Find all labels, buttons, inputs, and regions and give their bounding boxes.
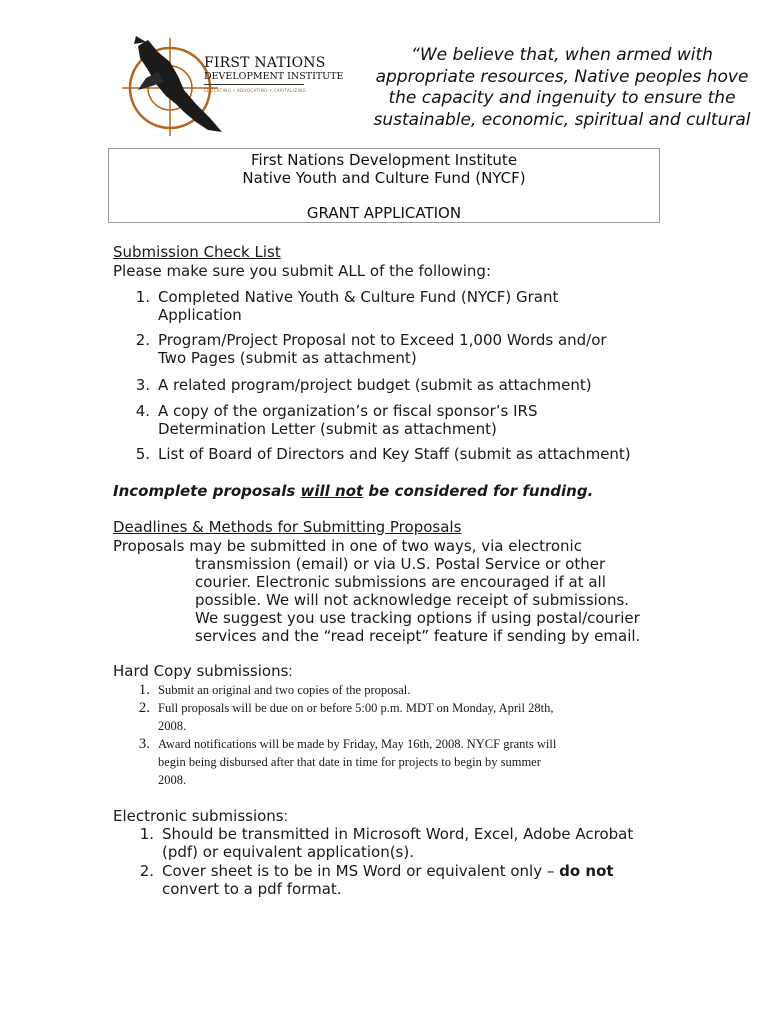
list-item-text: [162, 862, 614, 880]
list-item-text: Award notifications will be made by Friday, May 16th, 2008. NYCF grants will: [158, 737, 557, 751]
list-item-text: Should be transmitted in Microsoft Word, Excel, Adobe Acrobat: [162, 825, 634, 843]
title-box: [108, 148, 660, 223]
list-item-text: A copy of the organization’s or fiscal sponsor’s IRS: [158, 402, 538, 420]
list-number: 1.: [139, 825, 154, 843]
deadlines-text: We suggest you use tracking options if using postal/courier: [195, 609, 640, 627]
list-item-text: 2008.: [158, 719, 187, 733]
checklist-heading: Submission Check List: [113, 243, 281, 261]
list-item-text: List of Board of Directors and Key Staff (submit as attachment): [158, 445, 631, 463]
logo-title: FIRST NATIONS: [204, 55, 326, 71]
list-item-text: Full proposals will be due on or before 5:00 p.m. MDT on Monday, April 28th,: [158, 701, 554, 715]
list-item-text: Submit an original and two copies of the proposal.: [158, 683, 411, 697]
eagle-emblem-icon: [118, 32, 238, 140]
list-item-text: Program/Project Proposal not to Exceed 1,000 Words and/or: [158, 331, 607, 349]
first-nations-logo: [118, 32, 344, 140]
deadlines-text: courier. Electronic submissions are encouraged if at all: [195, 573, 606, 591]
heading-text: Hard Copy submissions: [113, 662, 289, 680]
logo-subtitle: DEVELOPMENT INSTITUTE: [204, 71, 344, 82]
logo-divider: [204, 84, 304, 85]
quote-line: sustainable, economic, spiritual and cultural: [373, 109, 751, 130]
heading-colon: :: [288, 663, 293, 680]
deadlines-text: possible. We will not acknowledge receipt of submissions.: [195, 591, 630, 609]
fund-name: Native Youth and Culture Fund (NYCF): [242, 169, 526, 187]
list-item-text: Completed Native Youth & Culture Fund (NYCF) Grant: [158, 288, 559, 306]
checklist-intro: Please make sure you submit ALL of the following:: [113, 262, 491, 280]
item-text: Cover sheet is to be in MS Word or equivalent only –: [162, 862, 560, 880]
heading-colon: :: [283, 808, 288, 825]
list-number: 2.: [139, 862, 154, 880]
heading-text: Electronic submissions: [113, 807, 284, 825]
incomplete-warning: [113, 482, 593, 500]
list-item-text: begin being disbursed after that date in time for projects to begin by summer: [158, 755, 541, 769]
list-number: 3.: [138, 736, 150, 752]
list-number: 1.: [138, 682, 150, 698]
item-bold-text: do not: [559, 862, 614, 880]
list-number: 4.: [135, 402, 150, 420]
deadlines-text: services and the “read receipt” feature if sending by email.: [195, 627, 641, 645]
deadlines-heading: Deadlines & Methods for Submitting Proposals: [113, 518, 462, 536]
list-item-text: Two Pages (submit as attachment): [158, 349, 417, 367]
mission-quote: [352, 45, 768, 131]
list-item-text: (pdf) or equivalent application(s).: [162, 843, 414, 861]
logo-tagline: EDUCATING • ADVOCATING • CAPITALIZING: [204, 88, 306, 93]
hard-copy-heading: [113, 662, 293, 681]
quote-line: appropriate resources, Native peoples hove: [375, 66, 749, 87]
warning-emphasis: will not: [300, 482, 364, 500]
list-item-text: A related program/project budget (submit as attachment): [158, 376, 592, 394]
org-name: First Nations Development Institute: [250, 151, 518, 169]
list-item-text: Application: [158, 306, 242, 324]
list-number: 2.: [135, 331, 150, 349]
list-number: 1.: [135, 288, 150, 306]
warning-text: Incomplete proposals: [113, 482, 301, 500]
warning-text: be considered for funding.: [363, 482, 594, 500]
list-item-text: 2008.: [158, 773, 187, 787]
list-number: 3.: [135, 376, 150, 394]
deadlines-text: Proposals may be submitted in one of two ways, via electronic: [113, 537, 582, 555]
electronic-heading: [113, 807, 288, 826]
quote-line: “We believe that, when armed with: [411, 45, 713, 65]
list-number: 5.: [135, 445, 150, 463]
list-number: 2.: [138, 700, 150, 716]
list-item-text: convert to a pdf format.: [162, 880, 342, 898]
list-item-text: Determination Letter (submit as attachment): [158, 420, 497, 438]
document-title: GRANT APPLICATION: [306, 204, 462, 222]
quote-line: the capacity and ingenuity to ensure the: [388, 88, 736, 108]
deadlines-text: transmission (email) or via U.S. Postal Service or other: [195, 555, 606, 573]
